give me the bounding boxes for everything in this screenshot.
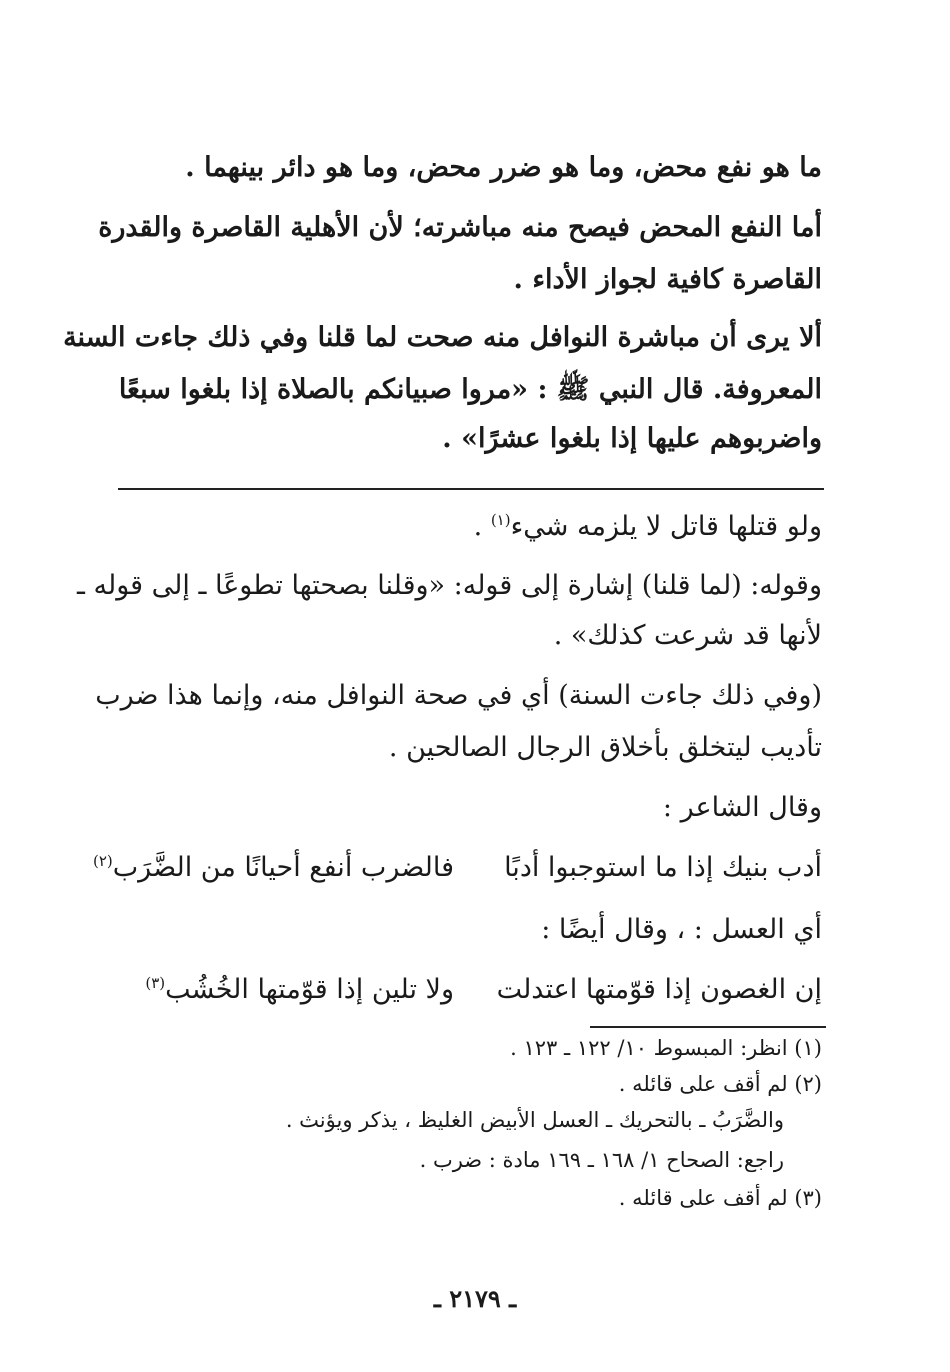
verse-1-second-hemistich [93,852,454,883]
matn-line-2: أما النفع المحض فيصح منه مباشرته؛ لأن الأهلية القاصرة والقدرة [98,212,822,243]
matn-line-6: واضربوهم عليها إذا بلغوا عشرًا» . [442,423,822,454]
footnote-1: (١) انظر: المبسوط ١٠/ ١٢٢ ـ ١٢٣ . [510,1036,822,1060]
sharh-line-2: وقوله: (لما قلنا) إشارة إلى قوله: «وقلنا بصحتها تطوعًا ـ إلى قوله ـ [77,570,822,601]
matn-line-1: ما هو نفع محض، وما هو ضرر محض، وما هو دائر بينهما . [185,152,822,183]
verse-1-second-text: فالضرب أنفع أحيانًا من الضَّرَب [112,852,454,883]
sharh-line-6: وقال الشاعر : [662,792,822,823]
sharh-line-1-end: . [473,511,491,542]
sharh-line-1-text: ولو قتلها قاتل لا يلزمه شيء [510,511,822,542]
footnote-divider [590,1026,826,1028]
matn-line-3: القاصرة كافية لجواز الأداء . [513,264,822,295]
verse-2-first-hemistich: إن الغصون إذا قوّمتها اعتدلت [496,974,822,1005]
footnote-ref-3: (٣) [145,974,166,992]
footnote-2-detail: والضَّرَبُ ـ بالتحريك ـ العسل الأبيض الغليظ ، يذكر ويؤنث . [285,1108,784,1132]
matn-line-5: المعروفة. قال النبي ﷺ : «مروا صبيانكم بالصلاة إذا بلغوا سبعًا [118,374,822,405]
verse-1-first-hemistich: أدب بنيك إذا ما استوجبوا أدبًا [504,852,822,883]
footnote-3: (٣) لم أقف على قائله . [618,1186,822,1210]
sharh-line-4: (وفي ذلك جاءت السنة) أي في صحة النوافل منه، وإنما هذا ضرب [95,680,822,711]
verse-2-second-text: ولا تلين إذا قوّمتها الخُشُب [165,974,454,1005]
sharh-line-5: تأديب ليتخلق بأخلاق الرجال الصالحين . [388,732,822,763]
sharh-line-1 [474,511,822,542]
sharh-line-7: أي العسل : ، وقال أيضًا : [541,914,822,945]
page-number: ـ ٢١٧٩ ـ [433,1284,517,1313]
section-divider [118,488,824,490]
footnote-2: (٢) لم أقف على قائله . [618,1072,822,1096]
footnote-2-reference: راجع: الصحاح ١/ ١٦٨ ـ ١٦٩ مادة : ضرب . [419,1148,784,1172]
footnote-ref-2: (٢) [92,852,113,870]
footnote-ref-1: (١) [490,511,511,529]
verse-2-second-hemistich [145,974,454,1005]
matn-line-4: ألا يرى أن مباشرة النوافل منه صحت لما قلنا وفي ذلك جاءت السنة [63,322,822,353]
sharh-line-3: لأنها قد شرعت كذلك» . [553,620,822,651]
